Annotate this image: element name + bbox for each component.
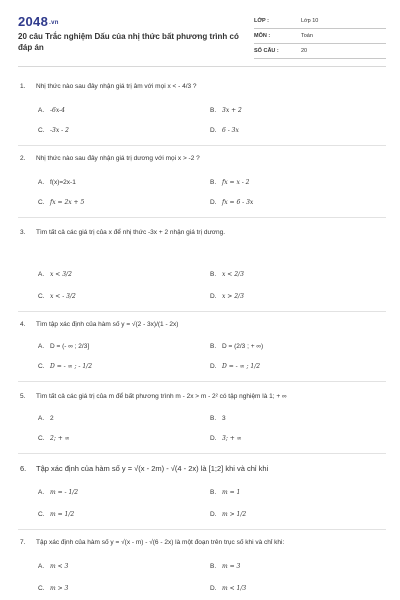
question-text: 2. Nhị thức nào sau đây nhận giá trị dương với mọi x > -2 ? — [20, 155, 200, 162]
question-number: 4. — [20, 321, 26, 328]
question-2 — [18, 154, 386, 206]
meta-value: 20 — [301, 48, 308, 54]
question-divider — [18, 381, 386, 382]
question-text: 6. Tập xác định của hàm số y = √(x - 2m) - √(4 - 2x) là [1;2] khi và chỉ khi — [20, 464, 269, 473]
worksheet-header — [18, 12, 386, 62]
question-number: 3. — [20, 229, 26, 236]
meta-key: LỚP : — [254, 18, 269, 24]
option-a[interactable]: A. x < 3/2 — [38, 271, 72, 278]
question-divider — [18, 453, 386, 454]
question-number: 6. — [20, 464, 27, 473]
question-text: 5. Tìm tất cả các giá trị của m để bất phương trình m - 2x > m - 2² có tập nghiệm là 1; + ∞ — [20, 393, 287, 400]
option-b[interactable]: B. m = 3 — [210, 563, 241, 570]
option-d[interactable]: D. 3; + ∞ — [210, 435, 242, 442]
question-divider — [18, 145, 386, 146]
question-3 — [18, 228, 386, 300]
option-c[interactable]: C. -3x - 2 — [38, 127, 69, 134]
option-b[interactable]: B. m = 1 — [210, 489, 241, 496]
question-divider — [18, 529, 386, 530]
option-c[interactable]: C. m > 3 — [38, 585, 69, 592]
meta-key: MÔN : — [254, 33, 271, 39]
question-text: 1. Nhị thức nào sau đây nhận giá trị âm với mọi x < - 4/3 ? — [20, 83, 197, 90]
option-a[interactable]: A. D = (- ∞ ; 2/3] — [38, 343, 90, 350]
option-d[interactable]: D. D = - ∞ ; 1/2 — [210, 363, 261, 370]
question-text: 3. Tìm tất cả các giá trị của x để nhị thức -3x + 2 nhận giá trị dương. — [20, 229, 226, 236]
question-divider — [18, 217, 386, 218]
option-a[interactable]: A. m = - 1/2 — [38, 489, 79, 496]
option-b[interactable]: B. fx = x - 2 — [210, 179, 250, 186]
question-divider — [18, 311, 386, 312]
document-title: 20 câu Trắc nghiệm Dấu của nhị thức bất phương trình có đáp án — [18, 32, 239, 52]
question-number: 5. — [20, 393, 26, 400]
question-number: 7. — [20, 539, 26, 546]
option-c[interactable]: C. fx = 2x + 5 — [38, 199, 85, 206]
option-d[interactable]: D. m < 1/3 — [210, 585, 247, 592]
question-number: 1. — [20, 83, 26, 90]
meta-row-class — [254, 14, 386, 29]
option-b[interactable]: B. x < 2/3 — [210, 271, 244, 278]
option-a[interactable]: A. 2 — [38, 415, 54, 422]
option-c[interactable]: C. 2; + ∞ — [38, 435, 70, 442]
option-d[interactable]: D. x > 2/3 — [210, 293, 244, 300]
option-a[interactable]: A. m < 3 — [38, 563, 69, 570]
question-number: 2. — [20, 155, 26, 162]
question-4 — [18, 320, 386, 370]
meta-value: Toán — [301, 33, 313, 39]
option-b[interactable]: B. 3x + 2 — [210, 107, 242, 114]
question-1 — [18, 82, 386, 134]
question-text: 7. Tập xác định của hàm số y = √(x - m) - √(6 - 2x) là một đoạn trên trục số khi và chỉ khi: — [20, 539, 285, 546]
option-b[interactable]: B. D = (2/3 ; + ∞) — [210, 343, 264, 350]
question-6 — [18, 464, 386, 518]
meta-table — [254, 14, 386, 59]
option-c[interactable]: C. D = - ∞ ; - 1/2 — [38, 363, 93, 370]
question-5 — [18, 392, 386, 442]
header-divider — [18, 66, 386, 67]
option-a[interactable]: A. -6x-4 — [38, 107, 65, 114]
meta-key: SỐ CÂU : — [254, 48, 279, 54]
option-d[interactable]: D. m > 1/2 — [210, 511, 247, 518]
option-c[interactable]: C. x < - 3/2 — [38, 293, 76, 300]
option-c[interactable]: C. m = 1/2 — [38, 511, 75, 518]
site-logo[interactable]: 2048.vn — [18, 14, 59, 29]
meta-row-count — [254, 44, 386, 59]
option-a[interactable]: A. f(x)=2x-1 — [38, 179, 76, 186]
question-text: 4. Tìm tập xác định của hàm số y = √(2 - 3x)/(1 - 2x) — [20, 321, 179, 328]
option-d[interactable]: D. fx = 6 - 3x — [210, 199, 254, 206]
option-b[interactable]: B. 3 — [210, 415, 226, 422]
meta-value: Lớp 10 — [301, 18, 319, 24]
question-7 — [18, 538, 386, 592]
meta-row-subject — [254, 29, 386, 44]
option-d[interactable]: D. 6 - 3x — [210, 127, 239, 134]
